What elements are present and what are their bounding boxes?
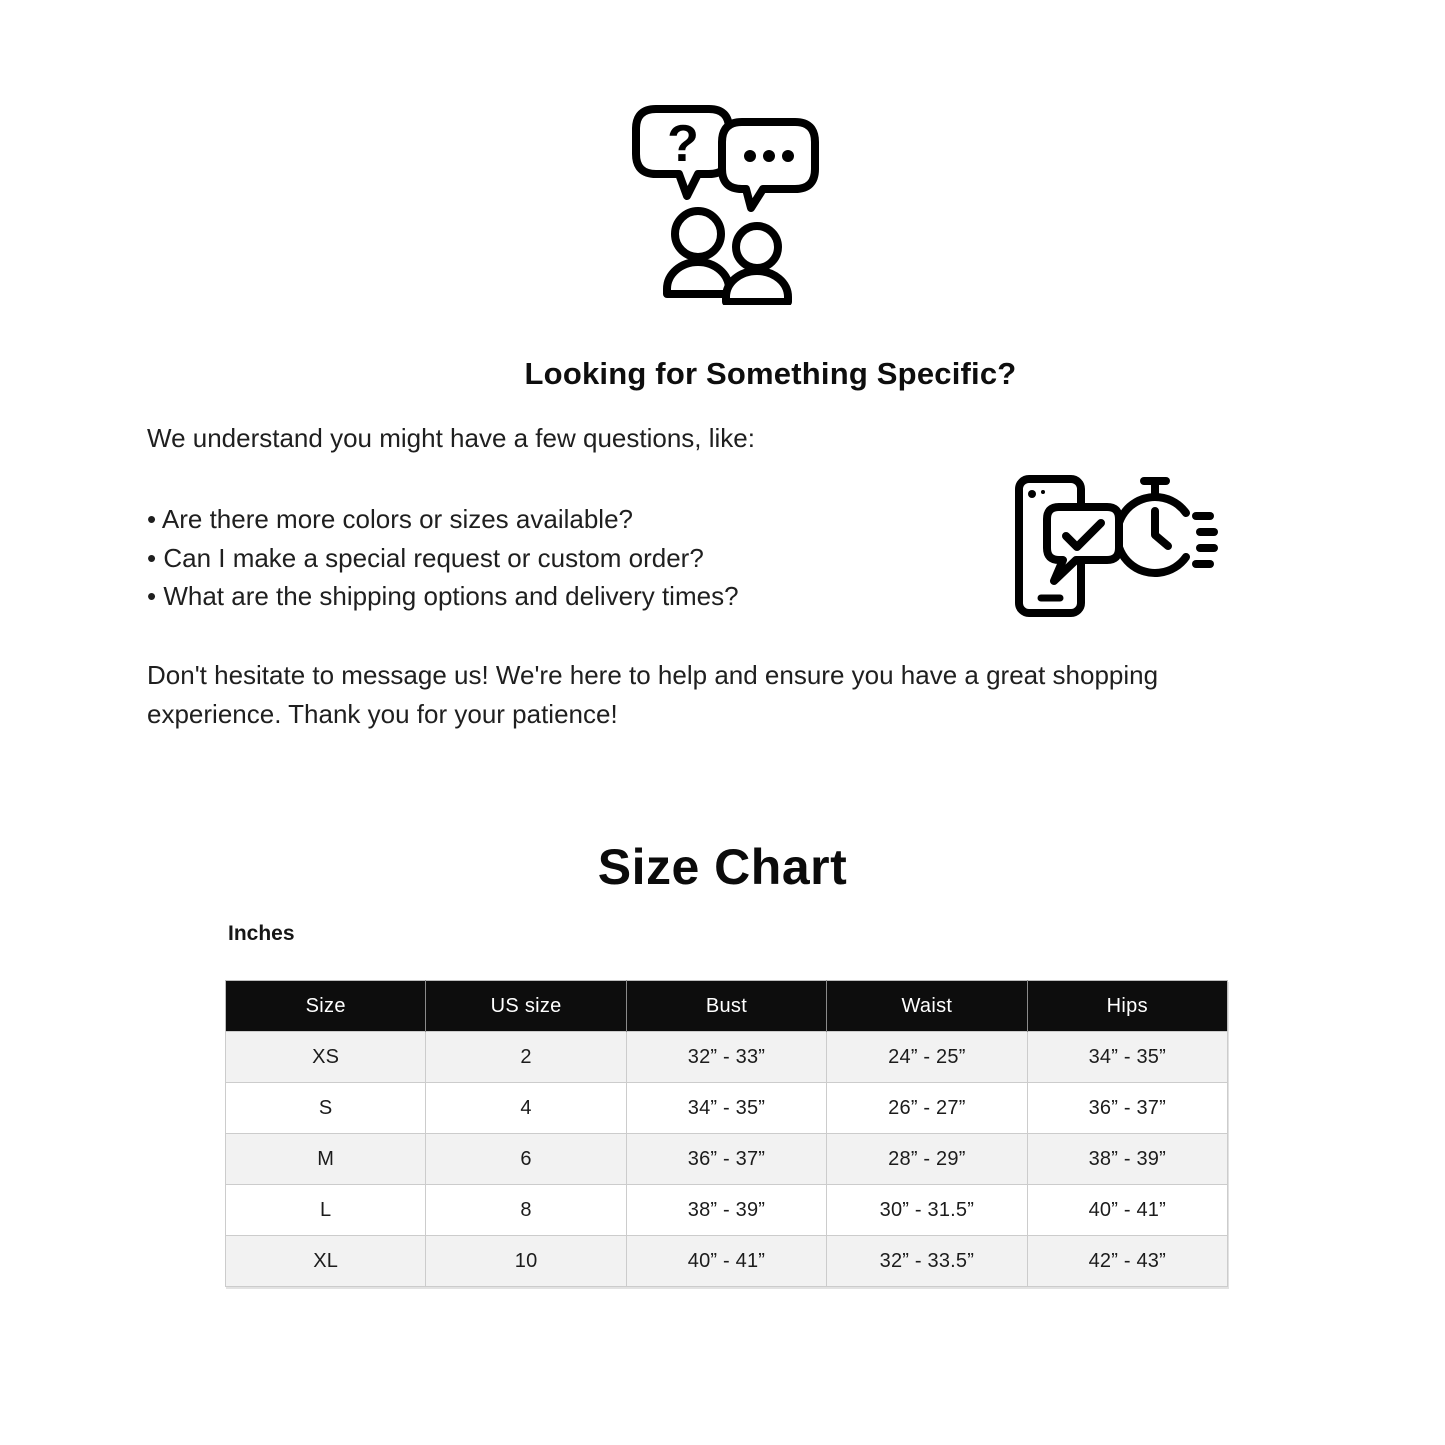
person-1-head: [675, 211, 721, 257]
table-row: [226, 1185, 1228, 1236]
column-header-us-size: US size: [426, 981, 626, 1032]
table-cell: 8: [426, 1185, 626, 1236]
table-row: [226, 1032, 1228, 1083]
person-2-body: [726, 271, 788, 302]
column-header-hips: Hips: [1027, 981, 1227, 1032]
ellipsis-dots: [744, 150, 794, 162]
table-cell: 38” - 39”: [1027, 1134, 1227, 1185]
table-cell: 36” - 37”: [626, 1134, 826, 1185]
unit-label: Inches: [228, 922, 295, 945]
table-cell: 28” - 29”: [827, 1134, 1027, 1185]
help-heading: Looking for Something Specific?: [524, 356, 1017, 391]
table-row: [226, 1083, 1228, 1134]
phone-message-stopwatch-icon: [1010, 474, 1218, 622]
table-cell: 36” - 37”: [1027, 1083, 1227, 1134]
person-1-body: [667, 262, 729, 294]
table-cell: 10: [426, 1236, 626, 1287]
column-header-size: Size: [226, 981, 426, 1032]
table-cell: L: [226, 1185, 426, 1236]
table-header-row: [226, 981, 1228, 1032]
phone-camera-dot: [1028, 490, 1036, 498]
people-chat-icon: [630, 103, 820, 305]
table-cell: 38” - 39”: [626, 1185, 826, 1236]
table-cell: 34” - 35”: [626, 1083, 826, 1134]
size-chart-table: [225, 980, 1228, 1287]
question-mark: ?: [667, 115, 699, 173]
table-cell: 40” - 41”: [1027, 1185, 1227, 1236]
question-item: • Can I make a special request or custom order?: [147, 542, 704, 573]
table-cell: 42” - 43”: [1027, 1236, 1227, 1287]
table-cell: S: [226, 1083, 426, 1134]
table-row: [226, 1134, 1228, 1185]
table-cell: 30” - 31.5”: [827, 1185, 1027, 1236]
question-list: [147, 500, 739, 616]
table-cell: 32” - 33.5”: [827, 1236, 1027, 1287]
stopwatch-hand: [1155, 511, 1168, 546]
column-header-bust: Bust: [626, 981, 826, 1032]
table-cell: XL: [226, 1236, 426, 1287]
person-2-head: [736, 226, 778, 268]
reply-bubble: [722, 122, 815, 208]
table-row: [226, 1236, 1228, 1287]
table-cell: 40” - 41”: [626, 1236, 826, 1287]
question-item: • Are there more colors or sizes available?: [147, 504, 633, 534]
table-cell: 34” - 35”: [1027, 1032, 1227, 1083]
table-cell: 24” - 25”: [827, 1032, 1027, 1083]
help-intro: We understand you might have a few questions, like:: [147, 423, 755, 453]
table-cell: 6: [426, 1134, 626, 1185]
column-header-waist: Waist: [827, 981, 1027, 1032]
phone-camera-speck: [1041, 490, 1045, 494]
help-closing: Don't hesitate to message us! We're here to help and ensure you have a great shopping experience. Thank you for your patience!: [147, 660, 1159, 729]
size-chart-title: Size Chart: [597, 839, 848, 895]
table-cell: 26” - 27”: [827, 1083, 1027, 1134]
table-body: [226, 1032, 1228, 1287]
table-cell: XS: [226, 1032, 426, 1083]
table-cell: 4: [426, 1083, 626, 1134]
table-cell: 2: [426, 1032, 626, 1083]
question-item: • What are the shipping options and delivery times?: [147, 581, 739, 611]
table-cell: M: [226, 1134, 426, 1185]
table-cell: 32” - 33”: [626, 1032, 826, 1083]
